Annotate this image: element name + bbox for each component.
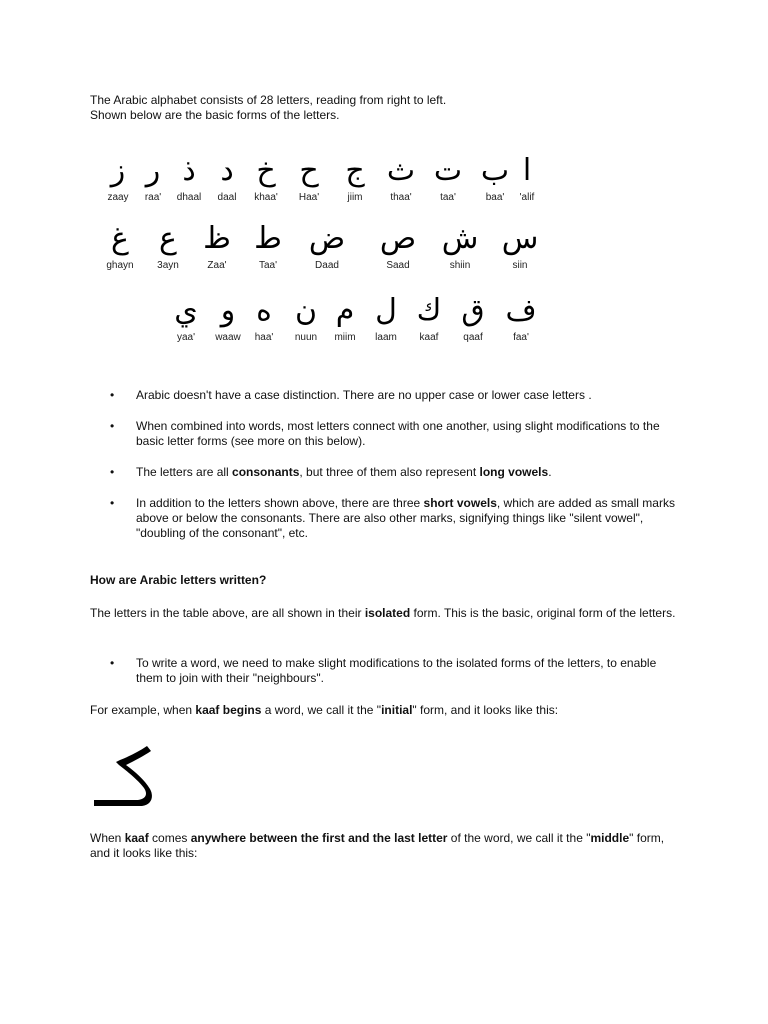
arabic-letter: ت	[433, 153, 463, 188]
intro-line-2: Shown below are the basic forms of the letters.	[90, 108, 340, 122]
arabic-letter: ه	[256, 293, 272, 328]
bullet-text: In addition to the letters shown above, there are three short vowels, which are added as small marks above or below the consonants. There are also other marks, signifying things like "silent vowel", "doubling of the consonant", etc.	[136, 496, 675, 540]
arabic-letter: و	[220, 293, 236, 328]
intro-line-1: The Arabic alphabet consists of 28 letters, reading from right to left.	[90, 93, 447, 107]
arabic-letter: ر	[145, 153, 161, 188]
letter-cell	[88, 150, 148, 204]
arabic-letter: ق	[461, 293, 485, 328]
section-heading: How are Arabic letters written?	[90, 573, 267, 587]
letter-name: Zaa'	[207, 260, 227, 271]
arabic-letter: س	[501, 221, 539, 256]
arabic-letter: ل	[375, 293, 397, 328]
kaaf-initial-form-icon	[90, 738, 154, 808]
list-item	[110, 419, 680, 449]
letter-name: shiin	[449, 260, 471, 271]
letter-name: faa'	[513, 332, 529, 343]
letter-name: Taa'	[258, 260, 278, 271]
bullet-icon: •	[110, 496, 115, 510]
letter-name: Daad	[315, 260, 339, 271]
letter-name: laam	[375, 332, 397, 343]
arabic-letter: غ	[111, 221, 129, 256]
arabic-letter: ا	[522, 153, 532, 188]
arabic-letter: ن	[294, 293, 318, 328]
letter-name: Saad	[386, 260, 410, 271]
arabic-letter: ف	[505, 293, 537, 328]
letter-name: ghayn	[106, 260, 134, 271]
bullet-icon: •	[110, 388, 115, 402]
letter-cell	[297, 218, 357, 272]
letter-name: thaa'	[390, 192, 412, 203]
letter-name: dhaal	[176, 192, 202, 203]
arabic-letter: خ	[256, 153, 276, 188]
intro-text	[90, 93, 690, 123]
letter-name: siin	[512, 260, 528, 271]
arabic-letter: ب	[480, 153, 510, 188]
alphabet-row-3	[0, 290, 768, 350]
arabic-letter: ك	[416, 293, 442, 328]
arabic-letter: ذ	[182, 153, 196, 188]
letter-cell	[490, 218, 550, 272]
letter-name: kaaf	[419, 332, 439, 343]
arabic-letter: ث	[386, 153, 416, 188]
arabic-letter: ض	[308, 221, 346, 256]
arabic-letter: ي	[174, 293, 198, 328]
arabic-letter: ظ	[203, 221, 231, 256]
letter-name: yaa'	[176, 332, 196, 343]
letter-cell	[90, 218, 150, 272]
arabic-letter: ح	[299, 153, 319, 188]
letter-name: jiim	[347, 192, 363, 203]
list-item	[110, 465, 680, 480]
letter-name: haa'	[254, 332, 274, 343]
bullet-text: When combined into words, most letters connect with one another, using slight modifications to the basic letter forms (see more on this below).	[136, 419, 660, 448]
bullet-text: To write a word, we need to make slight modifications to the isolated forms of the letters, to enable them to join with their "neighbours".	[136, 656, 657, 685]
letter-name: daal	[217, 192, 237, 203]
bullet-text: The letters are all consonants, but three of them also represent long vowels.	[136, 465, 552, 479]
letter-cell	[156, 290, 216, 344]
letter-name: zaay	[107, 192, 129, 203]
letter-cell	[430, 218, 490, 272]
list-item	[110, 388, 680, 403]
letter-name: raa'	[144, 192, 162, 203]
list-item	[110, 656, 680, 686]
alphabet-row-1	[0, 150, 768, 210]
letter-name: khaa'	[254, 192, 278, 203]
letter-name: baa'	[485, 192, 505, 203]
letter-name: miim	[334, 332, 356, 343]
list-item	[110, 496, 680, 541]
arabic-letter: م	[335, 293, 355, 328]
letter-name: taa'	[440, 192, 456, 203]
alphabet-notes-list	[110, 388, 680, 541]
arabic-letter: ش	[441, 221, 479, 256]
letter-name: waaw	[215, 332, 241, 343]
letter-name: Haa'	[298, 192, 320, 203]
middle-form-paragraph: When kaaf comes anywhere between the first and the last letter of the word, we call it the "middle" form, and it looks like this:	[90, 831, 665, 860]
arabic-letter: ط	[254, 221, 282, 256]
initial-form-paragraph: For example, when kaaf begins a word, we call it the "initial" form, and it looks like this:	[90, 703, 559, 717]
arabic-letter: ز	[110, 153, 126, 188]
bullet-icon: •	[110, 465, 115, 479]
arabic-letter: ص	[379, 221, 417, 256]
letter-name: 'alif	[519, 192, 535, 203]
letter-name: qaaf	[463, 332, 483, 343]
letter-name: 3ayn	[157, 260, 179, 271]
letter-cell	[238, 218, 298, 272]
modification-list	[110, 656, 680, 686]
arabic-letter: د	[220, 153, 234, 188]
bullet-text: Arabic doesn't have a case distinction. There are no upper case or lower case letters .	[136, 388, 592, 402]
alphabet-row-2	[0, 218, 768, 278]
bullet-icon: •	[110, 419, 115, 433]
letter-name: nuun	[294, 332, 318, 343]
bullet-icon: •	[110, 656, 115, 670]
letter-cell	[368, 218, 428, 272]
arabic-letter: ج	[345, 153, 365, 188]
isolated-form-paragraph: The letters in the table above, are all shown in their isolated form. This is the basic, original form of the letters.	[90, 606, 676, 620]
arabic-letter: ع	[159, 221, 177, 256]
